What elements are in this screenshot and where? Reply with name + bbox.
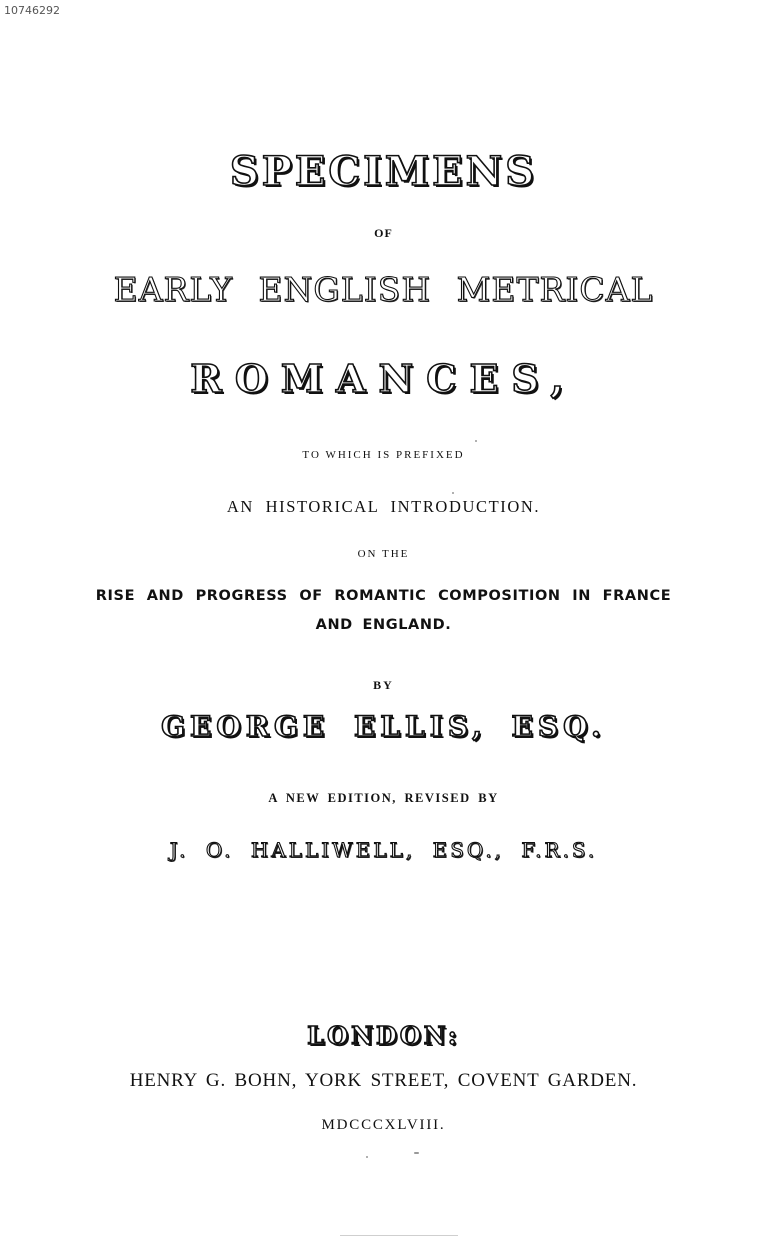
by-line: BY: [373, 678, 394, 692]
title-romances: ROMANCES,: [190, 356, 577, 401]
edition-note: A NEW EDITION, REVISED BY: [268, 791, 499, 805]
title-early-english-metrical: EARLY ENGLISH METRICAL: [113, 270, 654, 309]
imprint-place: LONDON:: [307, 1021, 460, 1050]
historical-introduction-line: AN HISTORICAL INTRODUCTION.: [226, 497, 541, 516]
title-of: OF: [374, 226, 393, 240]
prefixed-line: TO WHICH IS PREFIXED: [302, 449, 465, 461]
paper-speck: [366, 1156, 368, 1158]
subject-line-2: AND ENGLAND.: [315, 617, 452, 633]
paper-speck: [475, 440, 477, 442]
editor-name: J. O. HALLIWELL, ESQ., F.R.S.: [169, 838, 598, 862]
title-specimens: SPECIMENS: [229, 148, 538, 195]
imprint-year: MDCCCXLVIII.: [321, 1117, 446, 1133]
on-the-line: ON THE: [357, 548, 410, 560]
imprint-publisher: HENRY G. BOHN, YORK STREET, COVENT GARDEN.: [129, 1070, 638, 1091]
bottom-rule: [340, 1235, 458, 1236]
paper-speck: [452, 492, 454, 494]
author-name: GEORGE ELLIS, ESQ.: [161, 710, 606, 743]
scan-id-label: 10746292: [4, 4, 60, 17]
subject-line-1: RISE AND PROGRESS OF ROMANTIC COMPOSITION IN FRANCE: [95, 588, 672, 604]
paper-speck: [414, 1152, 419, 1154]
